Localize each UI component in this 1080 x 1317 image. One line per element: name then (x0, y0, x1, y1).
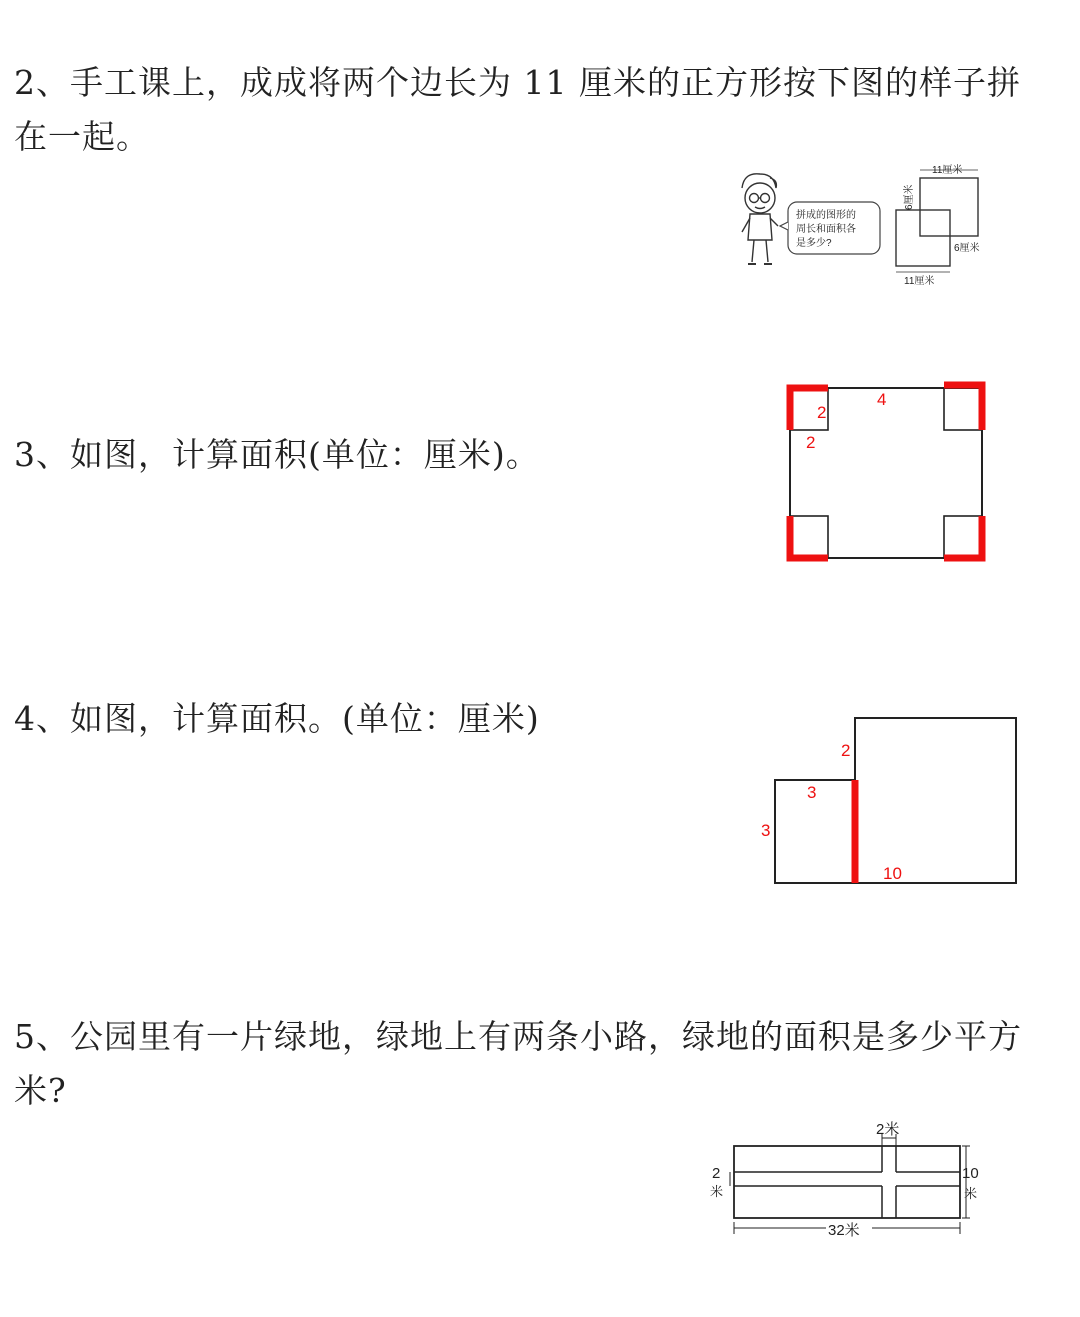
left-path-num: 2 (712, 1165, 721, 1182)
lower-square (896, 210, 950, 266)
question-2-figure (730, 160, 1000, 290)
height-num: 10 (962, 1165, 979, 1182)
right-dimension-label: 6厘米 (954, 243, 980, 254)
label-corner-height: 2 (806, 433, 816, 452)
bottom-dimension-label: 11厘米 (904, 276, 935, 287)
question-2-text: 2、手工课上，成成将两个边长为 11 厘米的正方形按下图的样子拼在一起。 (14, 63, 1021, 156)
label-corner-side: 2 (817, 403, 827, 422)
corner-square-top-right (944, 388, 982, 430)
speech-line-1: 拼成的图形的 (796, 210, 856, 221)
label-small-side: 3 (761, 821, 771, 840)
left-path-unit: 米 (710, 1184, 724, 1199)
large-square (855, 718, 1016, 883)
question-5-text: 5、公园里有一片绿地，绿地上有两条小路，绿地的面积是多少平方米? (14, 1017, 1022, 1110)
question-5-figure (700, 1112, 990, 1244)
speech-line-3: 是多少? (796, 238, 832, 249)
length-label: 32米 (828, 1222, 860, 1239)
left-dimension-label: 6厘米 (904, 184, 915, 210)
corner-square-bottom-right (944, 516, 982, 558)
path-width-label: 2米 (876, 1121, 900, 1138)
label-small-top: 3 (807, 783, 817, 802)
height-unit: 米 (964, 1186, 978, 1201)
question-4-text: 4、如图，计算面积。(单位：厘米) (14, 699, 540, 738)
question-3-text: 3、如图，计算面积(单位：厘米)。 (14, 435, 540, 474)
label-height-difference: 2 (841, 741, 851, 760)
boy-illustration (742, 174, 778, 264)
label-large-bottom: 10 (883, 864, 902, 883)
label-top-width: 4 (877, 390, 887, 409)
corner-square-bottom-left (790, 516, 828, 558)
green-field-outline (734, 1146, 960, 1218)
top-dimension-label: 11厘米 (932, 165, 963, 176)
speech-line-2: 周长和面积各 (796, 224, 856, 235)
question-3-figure (780, 378, 990, 564)
upper-square (920, 178, 978, 236)
question-4-figure (755, 710, 1025, 892)
